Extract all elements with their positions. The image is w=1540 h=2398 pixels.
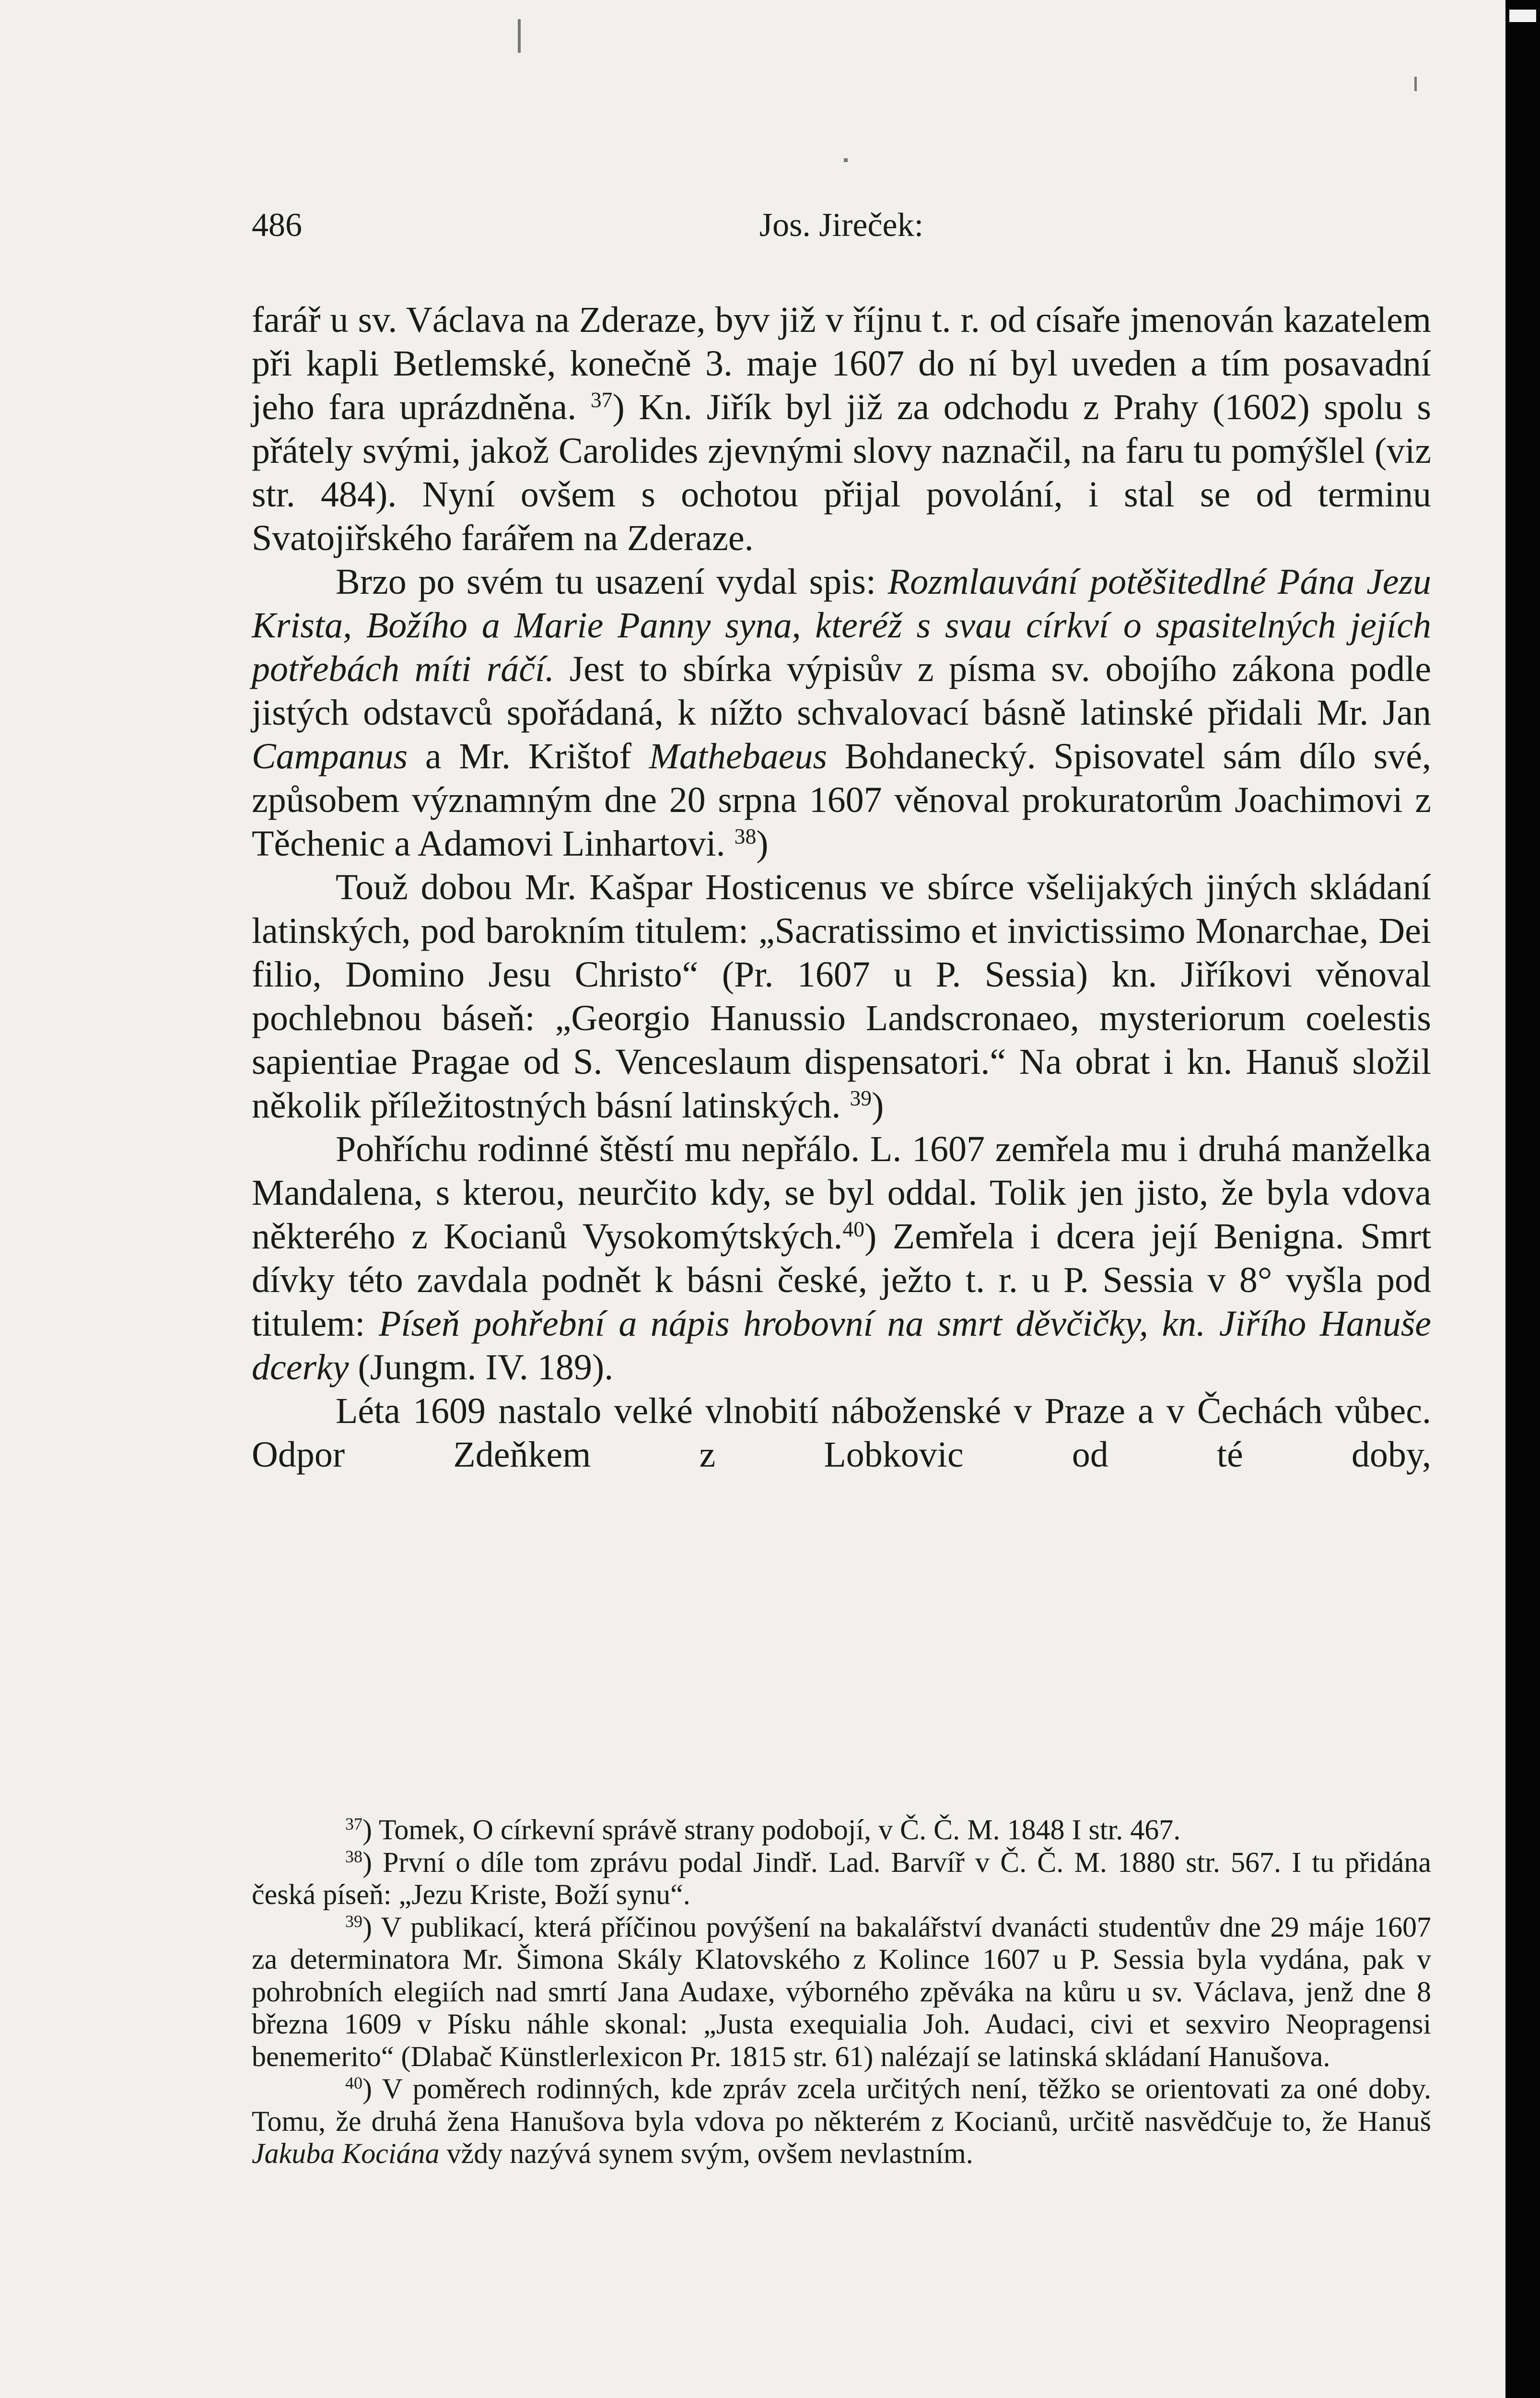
footnote-ref-38: 38 — [734, 823, 757, 848]
page-header — [252, 197, 1431, 254]
name-jakuba-kociana: Jakuba Kociána — [252, 2138, 440, 2169]
paragraph-5: Léta 1609 nastalo velké vlnobití náboženské v Praze a v Čechách vůbec. Odpor Zdeňkem z Lobkovic od té doby, — [252, 1391, 1431, 1475]
paragraph-3: Touž dobou Mr. Kašpar Hosticenus ve sbírce všelijakých jiných skládaní latinských, pod barokním titulem: „Sacratissimo et invictissimo Monarchae, Dei filio, Domino Jesu Christo“ (Pr. 1607 u P. Sessia) kn. Jiříkovi věnoval pochlebnou báseň: „Georgio Hanussio Landscronaeo, mysteriorum coelestis sapientiae Pragae od S. Venceslaum dispensatori.“ Na obrat i kn. Hanuš složil několik příležitostných básní latinských. $^{39}$) — [252, 867, 1431, 1126]
author-name-campanus: Campanus — [252, 736, 408, 776]
page-number: 486 — [252, 207, 302, 244]
book-title: Rozmlauvání potěšitedlné Pána Jezu Krista, Božího a Marie Panny syna, kteréž s svau církví o spasitelných jejích potřebách míti ráčí. — [252, 562, 1432, 689]
scan-speck — [518, 19, 521, 53]
footnote-38: $^{38}$) První o díle tom zprávu podal Jindř. Lad. Barvíř v Č. Č. M. 1880 str. 567. I tu přidána česká píseň: „Jezu Kriste, Boží synu“. — [252, 1846, 1431, 1910]
footnote-ref-40: 40 — [842, 1216, 864, 1241]
paragraph-2: Brzo po svém tu usazení vydal spis: Rozmlauvání potěšitedlné Pána Jezu Krista, Božího a Marie Panny syna, kteréž s svau církví o spasitelných jejích potřebách míti ráčí. Jest to sbírka výpisův z písma sv. obojího zákona podle jistých odstavců spořádaná, k nížto schvalovací básně latinské přidali Mr. Jan Campanus a Mr. Krištof Mathebaeus Bohdanecký. Spisovatel sám dílo své, způsobem významným dne 20 srpna 1607 věnoval prokuratorům Joachimovi z Těchenic a Adamovi Linhartovi. $^{38}$) — [252, 562, 1432, 864]
scan-border-notch — [1509, 10, 1536, 22]
paragraph-1: farář u sv. Václava na Zderaze, byv již v říjnu t. r. od císaře jmenován kazatelem při kapli Betlemské, konečně 3. maje 1607 do ní byl uveden a tím posavadní jeho fara uprázdněna. $^{37}$) Kn. Jiřík byl již za odchodu z Prahy (1602) spolu s přátely svými, jakož Carolides zjevnými slovy naznačil, na faru tu pomýšlel (viz str. 484). Nyní ovšem s ochotou přijal povolání, i stal se od terminu Svatojiřského farářem na Zderaze. — [252, 300, 1432, 558]
footnote-39: $^{39}$) V publikací, která příčinou povýšení na bakalářství dvanácti studentův dne 29 máje 1607 za determinatora Mr. Šimona Skály Klatovského z Kolince 1607 u P. Sessia byla vydána, pak v pohrobních elegiích nad smrtí Jana Audaxe, výborného zpěváka na kůru u sv. Václava, jenž dne 8 března 1609 v Písku náhle skonal: „Justa exequialia Joh. Audaci, civi et sexviro Neopragensi benemerito“ (Dlabač Künstlerlexicon Pr. 1815 str. 61) nalézají se latinská skládaní Hanušova. — [252, 1911, 1431, 2072]
paragraph-4: Pohříchu rodinné štěstí mu nepřálo. L. 1607 zemřela mu i druhá manželka Mandalena, s kterou, neurčito kdy, se byl oddal. Tolik jen jisto, že byla vdova některého z Kocianů Vysokomýtských.$^{40}$) Zemřela i dcera její Benigna. Smrt dívky této zavdala podnět k básni české, ježto t. r. u P. Sessia v 8° vyšla pod titulem: Píseň pohřební a nápis hrobovní na smrt děvčičky, kn. Jiřího Hanuše dcerky (Jungm. IV. 189). — [252, 1129, 1432, 1387]
poem-title: Píseň pohřební a nápis hrobovní na smrt děvčičky, kn. Jiřího Hanuše dcerky — [252, 1304, 1432, 1387]
footnote-ref-37: 37 — [590, 387, 613, 412]
footnote-37: $^{37}$) Tomek, O církevní správě strany podobojí, v Č. Č. M. 1848 I str. 467. — [345, 1814, 1181, 1846]
footnote-ref-39: 39 — [850, 1085, 872, 1110]
scan-speck — [844, 158, 848, 162]
scan-border — [1505, 0, 1540, 2398]
running-head: Jos. Jireček: — [759, 207, 924, 244]
scan-speck — [1414, 77, 1417, 91]
footnote-40: $^{40}$) V poměrech rodinných, kde zpráv zcela určitých není, těžko se orientovati za oné doby. Tomu, že druhá žena Hanušova byla vdova po některém z Kocianů, určitě nasvědčuje to, že Hanuš Jakuba Kociána vždy nazývá synem svým, ovšem nevlastním. — [252, 2073, 1431, 2169]
author-name-mathebaeus: Mathebaeus — [649, 736, 828, 776]
main-text — [252, 298, 1431, 1477]
footnotes — [252, 1814, 1431, 2170]
